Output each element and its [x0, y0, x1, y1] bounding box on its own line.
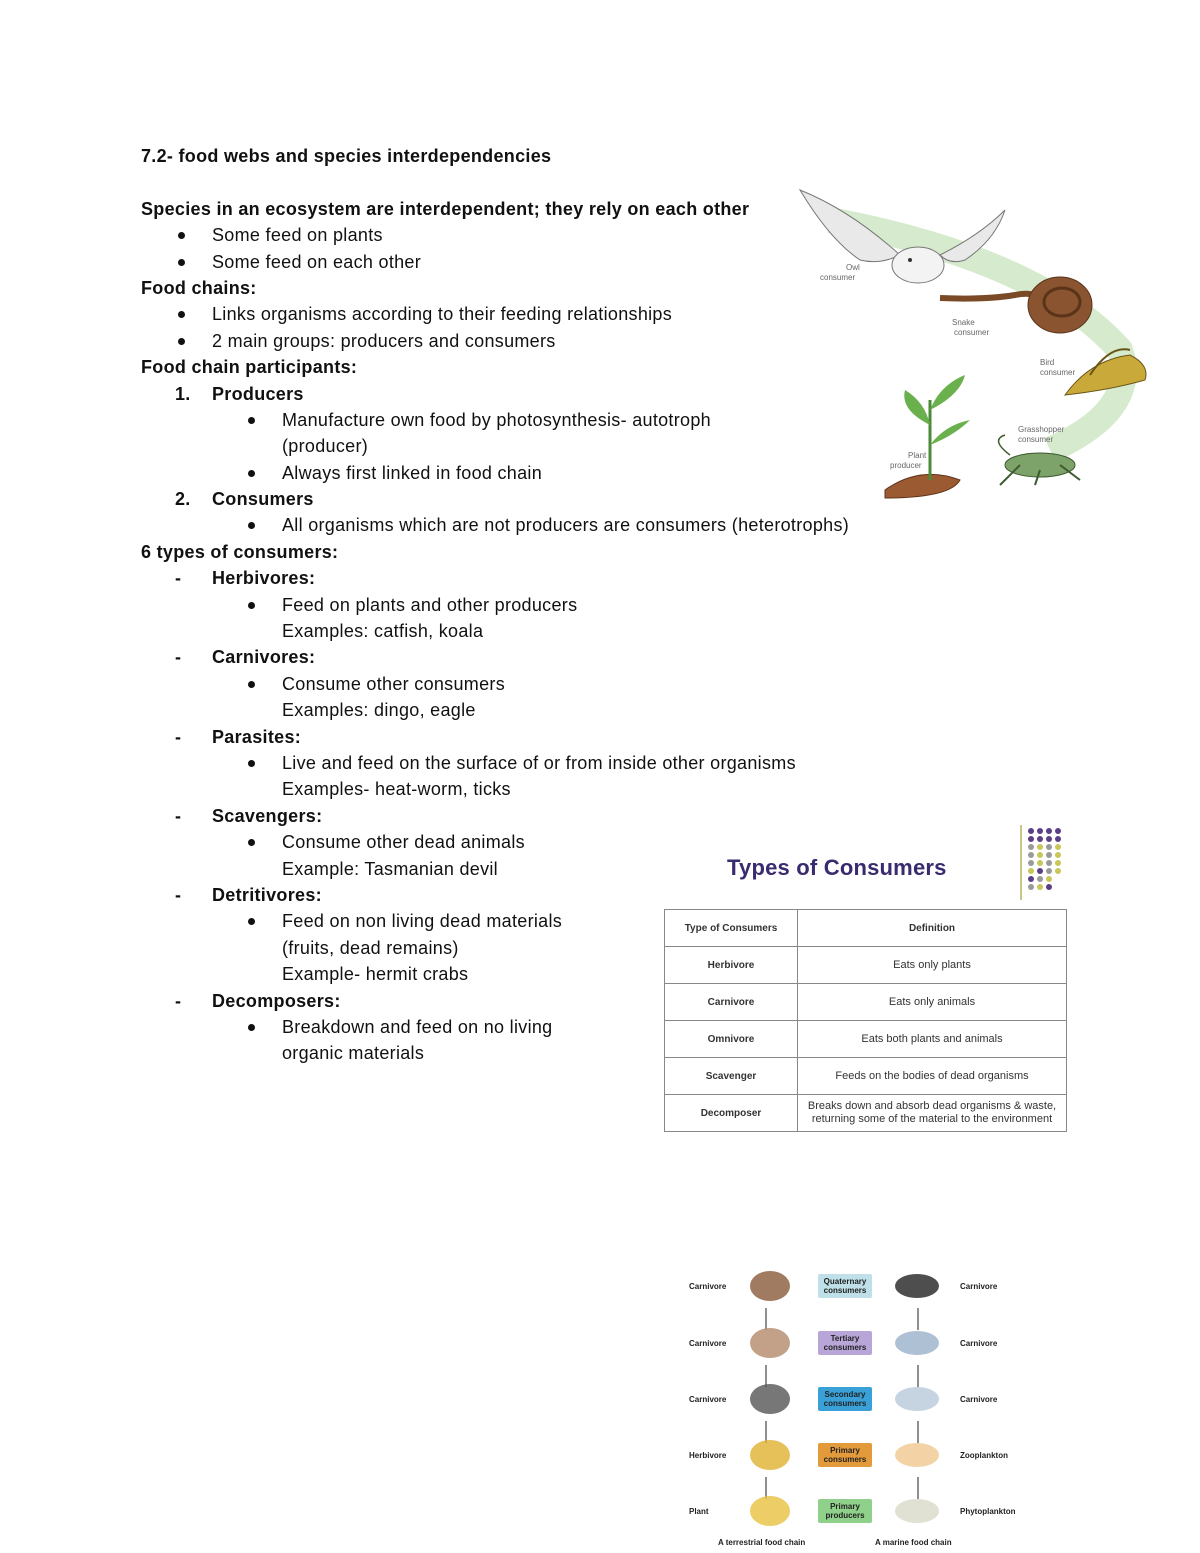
table-row [665, 947, 1067, 984]
decorative-dot [1037, 836, 1043, 842]
trophic-level-label: Primary [830, 1502, 860, 1511]
snake-label: Snake [952, 318, 975, 327]
owl-label: Owl [846, 263, 860, 272]
decorative-dot [1028, 828, 1034, 834]
list-item-continued: Examples: dingo, eagle [282, 700, 476, 721]
trophic-level-label: consumers [823, 1286, 867, 1295]
decorative-dot [1046, 860, 1052, 866]
decorative-dot [1028, 876, 1034, 882]
column-header: Type of Consumers [665, 910, 798, 947]
table-header-row [665, 910, 1067, 947]
terrestrial-role: Carnivore [689, 1282, 727, 1291]
slide-title: Types of Consumers [727, 855, 947, 880]
consumer-type: Scavenger [665, 1058, 798, 1095]
grasshopper-label: Grasshopper [1018, 425, 1065, 434]
marine-organism-icon [895, 1274, 939, 1298]
consumer-types-slide [660, 825, 1070, 1135]
trophic-level-label: consumers [823, 1399, 867, 1408]
marine-role: Zooplankton [960, 1451, 1008, 1460]
terrestrial-role: Herbivore [689, 1451, 727, 1460]
decorative-dot [1028, 884, 1034, 890]
list-item: 1. Producers [175, 383, 304, 404]
snake-role: consumer [954, 328, 990, 337]
terrestrial-role: Carnivore [689, 1339, 727, 1348]
decorative-dot [1037, 868, 1043, 874]
decorative-dot [1028, 852, 1034, 858]
marine-role: Phytoplankton [960, 1507, 1016, 1516]
food-chains-heading: Food chains: [141, 277, 257, 298]
table-row [665, 1021, 1067, 1058]
terrestrial-organism-icon [750, 1328, 790, 1358]
table-row [665, 1058, 1067, 1095]
decorative-dot [1046, 884, 1052, 890]
decorative-dot [1028, 844, 1034, 850]
decorative-dot [1037, 860, 1043, 866]
list-item: 2. Consumers [175, 489, 314, 510]
decorative-dot [1037, 852, 1043, 858]
trophic-level-label: Primary [830, 1446, 860, 1455]
bird-label: Bird [1040, 358, 1055, 367]
consumer-definition: Eats only plants [798, 947, 1067, 984]
list-item: Live and feed on the surface of or from inside other organisms [141, 750, 901, 776]
decorative-dot [1046, 828, 1052, 834]
consumer-definition: Eats both plants and animals [798, 1021, 1067, 1058]
consumer-definition: Feeds on the bodies of dead organisms [798, 1058, 1067, 1095]
owl-role: consumer [820, 273, 856, 282]
marine-organism-icon [895, 1387, 939, 1411]
decorative-dot [1037, 876, 1043, 882]
terrestrial-role: Carnivore [689, 1395, 727, 1404]
trophic-level-label: producers [825, 1511, 865, 1520]
intro-heading: Species in an ecosystem are interdependent; they rely on each other [141, 198, 750, 219]
decorative-dot [1046, 868, 1052, 874]
consumer-type: Herbivore [665, 947, 798, 984]
plant-role: producer [890, 461, 922, 470]
food-chain-illustration [790, 180, 1160, 500]
marine-caption: A marine food chain [875, 1538, 952, 1547]
decorative-dot [1046, 844, 1052, 850]
list-item: Feed on plants and other producers [141, 592, 901, 618]
list-item: Some feed on plants [141, 222, 901, 248]
decorative-dot [1037, 828, 1043, 834]
trophic-level-label: consumers [823, 1343, 867, 1352]
terrestrial-organism-icon [750, 1271, 790, 1301]
decorative-dot [1046, 876, 1052, 882]
marine-role: Carnivore [960, 1339, 998, 1348]
decorative-dot [1055, 836, 1061, 842]
table-row [665, 984, 1067, 1021]
decorative-dot [1037, 884, 1043, 890]
consumer-type: Decomposer [665, 1095, 798, 1132]
list-item: - Herbivores: [175, 568, 316, 589]
list-item: - Scavengers: [175, 805, 323, 826]
terrestrial-role: Plant [689, 1507, 709, 1516]
list-item: Some feed on each other [141, 249, 901, 275]
list-item: 2 main groups: producers and consumers [141, 328, 901, 354]
list-item: - Parasites: [175, 726, 302, 747]
list-item: - Detritivores: [175, 884, 322, 905]
decorative-dot [1046, 836, 1052, 842]
table-row [665, 1095, 1067, 1132]
slide-divider [1020, 825, 1022, 900]
column-header: Definition [798, 910, 1067, 947]
trophic-level-label: Tertiary [830, 1334, 860, 1343]
page-title: 7.2- food webs and species interdependencies [141, 146, 552, 166]
list-item-continued: Examples- heat-worm, ticks [282, 779, 511, 800]
consumer-type: Omnivore [665, 1021, 798, 1058]
marine-organism-icon [895, 1499, 939, 1523]
terrestrial-organism-icon [750, 1384, 790, 1414]
marine-role: Carnivore [960, 1282, 998, 1291]
marine-role: Carnivore [960, 1395, 998, 1404]
list-item-continued: Example: Tasmanian devil [282, 858, 498, 879]
participants-heading: Food chain participants: [141, 357, 358, 378]
grasshopper-role: consumer [1018, 435, 1054, 444]
trophic-level-label: consumers [823, 1455, 867, 1464]
decorative-dot [1055, 828, 1061, 834]
decorative-dot [1055, 852, 1061, 858]
plant-icon [885, 375, 970, 498]
list-item-continued: (fruits, dead remains) [282, 937, 459, 958]
marine-organism-icon [895, 1443, 939, 1467]
list-item: Breakdown and feed on no living [141, 1014, 901, 1040]
consumer-types-table [664, 909, 1067, 1132]
list-item-continued: organic materials [282, 1043, 425, 1064]
terrestrial-organism-icon [750, 1440, 790, 1470]
list-item: Consume other dead animals [141, 829, 901, 855]
terrestrial-organism-icon [750, 1496, 790, 1526]
six-types-heading: 6 types of consumers: [141, 541, 339, 562]
list-item: Always first linked in food chain [141, 460, 901, 486]
decorative-dot [1028, 868, 1034, 874]
list-item-continued: Examples: catfish, koala [282, 621, 484, 642]
bird-role: consumer [1040, 368, 1076, 377]
list-item-continued: (producer) [282, 436, 369, 457]
decorative-dot [1037, 844, 1043, 850]
list-item: Manufacture own food by photosynthesis- autotroph [141, 407, 901, 433]
trophic-level-label: Secondary [824, 1390, 866, 1399]
decorative-dot [1055, 844, 1061, 850]
list-item: - Decomposers: [175, 990, 341, 1011]
plant-label: Plant [908, 451, 927, 460]
decorative-dot [1055, 860, 1061, 866]
list-item-continued: Example- hermit crabs [282, 964, 469, 985]
trophic-level-label: Quaternary [823, 1277, 867, 1286]
marine-organism-icon [895, 1331, 939, 1355]
list-item: Feed on non living dead materials [141, 908, 901, 934]
consumer-type: Carnivore [665, 984, 798, 1021]
consumer-definition: Eats only animals [798, 984, 1067, 1021]
decorative-dot [1046, 852, 1052, 858]
decorative-dot [1055, 868, 1061, 874]
consumer-definition: Breaks down and absorb dead organisms & waste, returning some of the material to the environment [798, 1095, 1067, 1132]
list-item: All organisms which are not producers are consumers (heterotrophs) [141, 512, 901, 538]
list-item: Links organisms according to their feeding relationships [141, 301, 901, 327]
list-item: - Carnivores: [175, 647, 316, 668]
trophic-levels-figure [680, 1258, 1040, 1553]
list-item: Consume other consumers [141, 671, 901, 697]
terrestrial-caption: A terrestrial food chain [718, 1538, 806, 1547]
decorative-dot [1028, 860, 1034, 866]
decorative-dot [1028, 836, 1034, 842]
